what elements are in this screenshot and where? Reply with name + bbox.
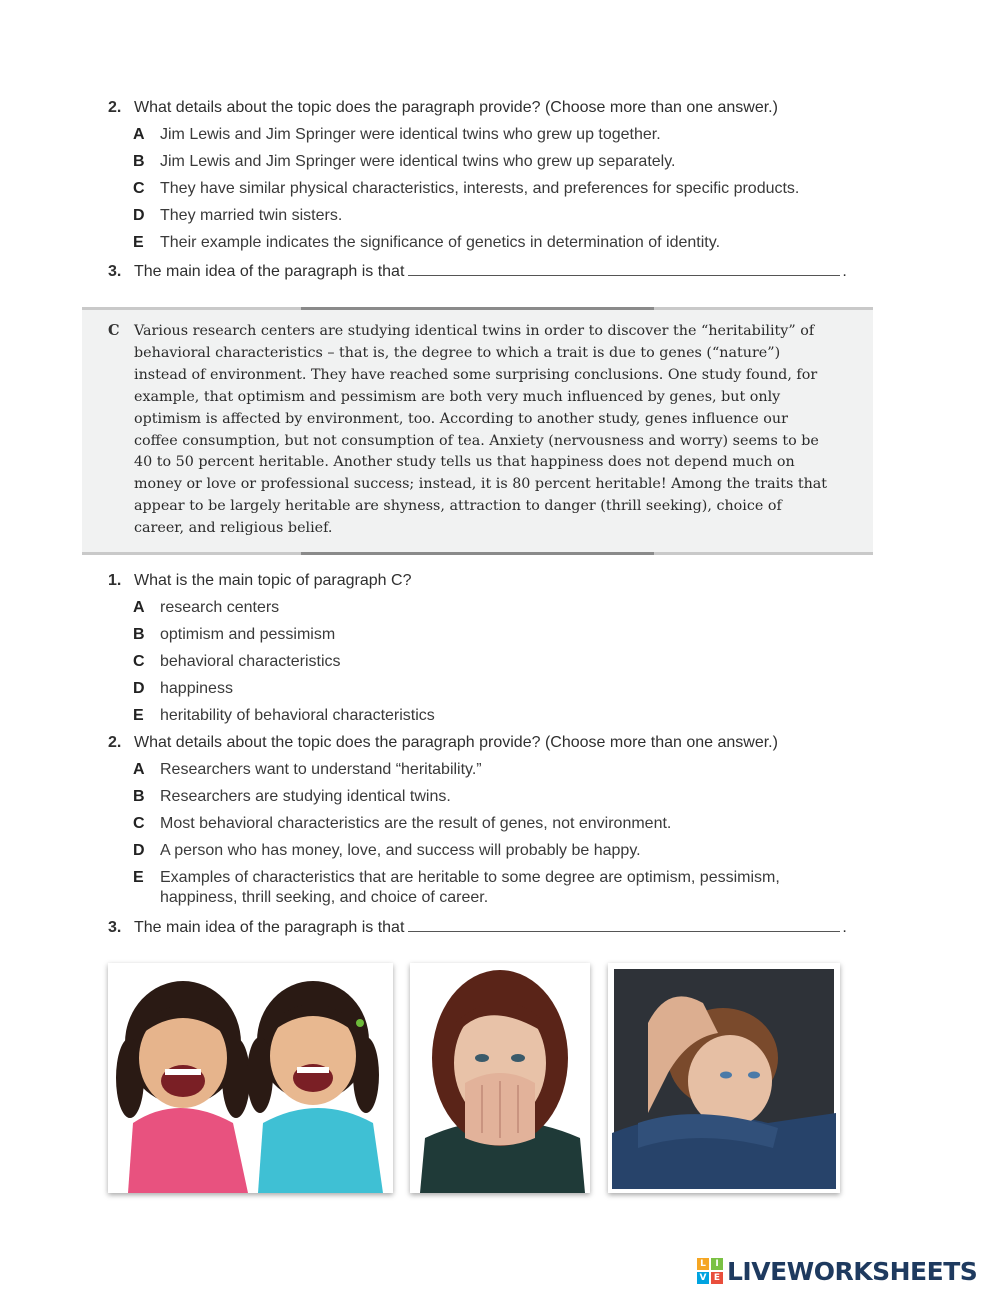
top-q2-option-a[interactable] [133,125,661,145]
top-rule-accent [301,307,654,310]
option-letter: B [133,626,145,643]
bottom-q1-option-b[interactable] [133,625,335,645]
option-text: Jim Lewis and Jim Springer were identical twins who grew up separately. [160,153,676,170]
question-text: What is the main topic of paragraph C? [134,572,412,589]
option-text: happiness [160,680,233,697]
option-letter: E [133,869,144,886]
bottom-q2-option-a[interactable] [133,760,482,780]
question-text: The main idea of the paragraph is that [134,919,405,936]
option-letter: E [133,234,144,251]
question-number: 3. [108,263,122,280]
option-text: Most behavioral characteristics are the result of genes, not environment. [160,815,672,832]
logo-letter-e: E [711,1272,723,1284]
option-letter: D [133,680,145,697]
option-text: heritability of behavioral characteristics [160,707,435,724]
top-q2-option-c[interactable] [133,179,799,199]
logo-mark [697,1258,723,1284]
liveworksheets-logo [697,1256,977,1286]
bottom-question-2 [108,733,778,753]
photo-woman-covering-mouth [410,963,590,1193]
option-text: A person who has money, love, and success will probably be happy. [160,842,641,859]
option-text: They married twin sisters. [160,207,343,224]
bottom-q2-option-b[interactable] [133,787,451,807]
bottom-question-3 [108,917,847,938]
option-letter: D [133,207,145,224]
question-number: 2. [108,734,122,751]
bottom-q1-option-e[interactable] [133,706,435,726]
option-text: Examples of characteristics that are heritable to some degree are optimism, pessimism, happiness, thrill seeking, and choice of career. [160,869,780,906]
option-text: Their example indicates the significance of genetics in determination of identity. [160,234,721,251]
bottom-q1-option-c[interactable] [133,652,341,672]
option-letter: A [133,761,145,778]
option-text: Jim Lewis and Jim Springer were identical twins who grew up together. [160,126,661,143]
brand-wordmark: LIVEWORKSHEETS [727,1256,978,1286]
answer-blank[interactable] [408,917,840,932]
answer-blank[interactable] [408,261,840,276]
logo-letter-v: V [697,1272,709,1284]
sentence-period: . [842,263,847,280]
bottom-q2-option-d[interactable] [133,841,641,861]
option-text: behavioral characteristics [160,653,341,670]
option-letter: C [133,815,145,832]
bottom-rule-accent [301,552,654,555]
bottom-q2-option-e[interactable] [133,868,853,908]
question-text: The main idea of the paragraph is that [134,263,405,280]
top-q2-option-d[interactable] [133,206,342,226]
option-letter: C [133,653,145,670]
bottom-q2-option-c[interactable] [133,814,671,834]
option-text: research centers [160,599,280,616]
option-letter: A [133,126,145,143]
option-letter: D [133,842,145,859]
option-text: Researchers are studying identical twins. [160,788,451,805]
bottom-q1-option-a[interactable] [133,598,279,618]
option-letter: B [133,153,145,170]
photo-anxious-boy [608,963,840,1193]
option-text: Researchers want to understand “heritability.” [160,761,482,778]
top-q2-option-b[interactable] [133,152,675,172]
logo-letter-l: L [697,1258,709,1270]
boy-illustration [608,963,840,1193]
question-number: 2. [108,99,122,116]
photo-laughing-twin-girls [108,963,393,1193]
option-letter: A [133,599,145,616]
bottom-q1-option-d[interactable] [133,679,233,699]
sentence-period: . [842,919,847,936]
logo-letter-i: I [711,1258,723,1270]
option-letter: C [133,180,145,197]
option-text: optimism and pessimism [160,626,336,643]
question-number: 1. [108,572,122,589]
question-text: What details about the topic does the paragraph provide? (Choose more than one answer.) [134,99,778,116]
bottom-question-1 [108,571,411,591]
woman-illustration [410,963,590,1193]
paragraph-letter: C [108,322,120,339]
passage-c-box [82,307,873,555]
top-question-2 [108,98,778,118]
option-text: They have similar physical characteristics, interests, and preferences for specific products. [160,180,800,197]
top-q2-option-e[interactable] [133,233,720,253]
option-letter: E [133,707,144,724]
paragraph-text: Various research centers are studying identical twins in order to discover the “heritability” of behavioral characteristics – that is, the degree to which a trait is due to genes (“nature”) instead of environment. They have reached some surprising conclusions. One study found, for example, that optimism and pessimism are both very much influenced by genes, but only optimism is affected by environment, too. According to another study, genes influence our coffee consumption, but not consumption of tea. Anxiety (nervousness and worry) seems to be 40 to 50 percent heritable. Another study tells us that happiness does not depend much on money or love or professional success; instead, it is 80 percent heritable! Among the traits that appear to be largely heritable are shyness, attraction to danger (thrill seeking), choice of career, and religious belief. [134,323,828,537]
option-letter: B [133,788,145,805]
twin-girls-illustration [108,963,393,1193]
question-text: What details about the topic does the paragraph provide? (Choose more than one answer.) [134,734,778,751]
question-number: 3. [108,919,122,936]
top-question-3 [108,261,847,282]
